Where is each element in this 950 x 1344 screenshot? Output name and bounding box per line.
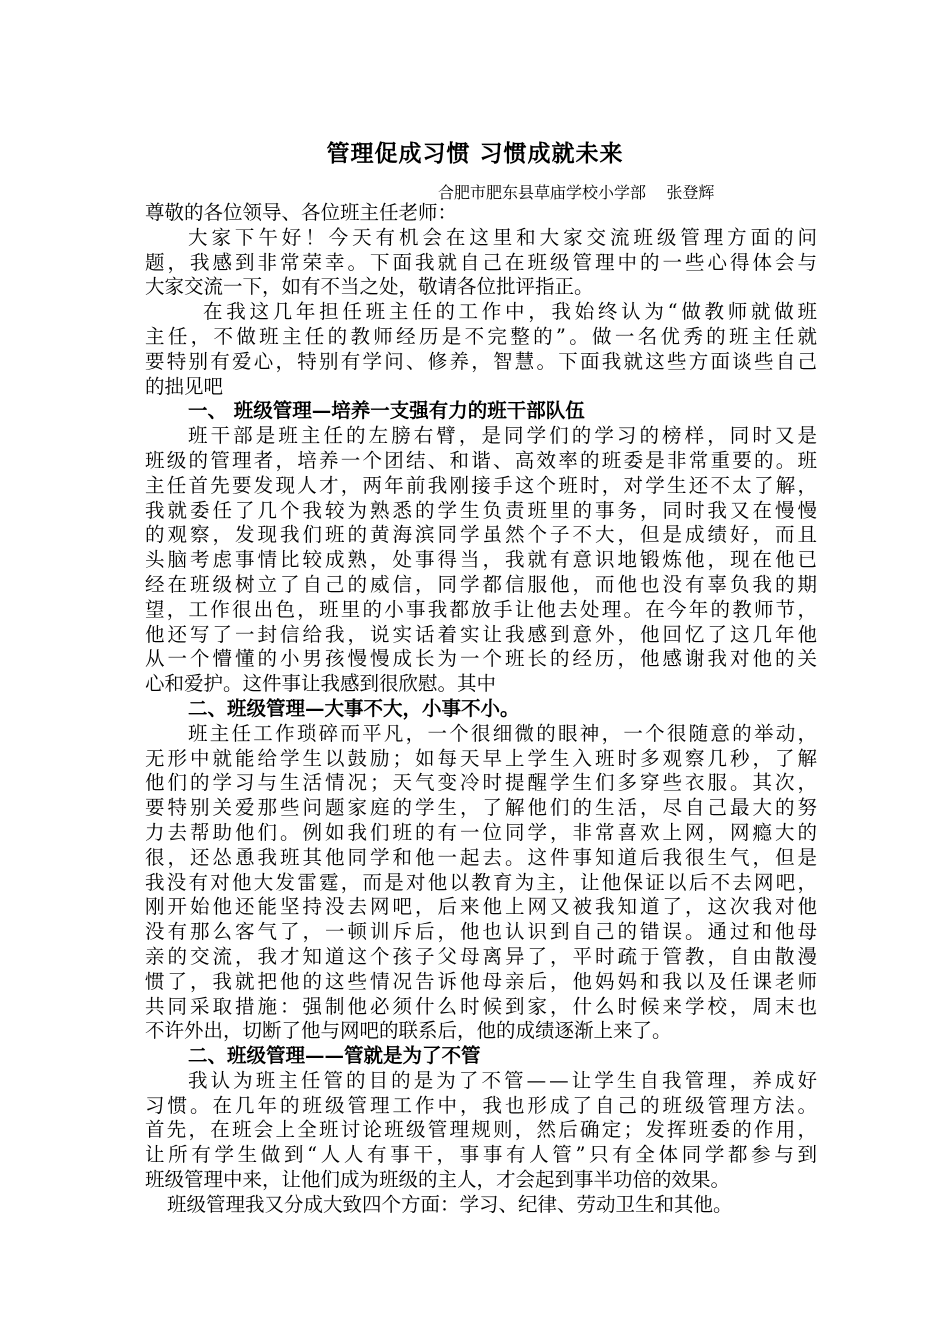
text-line: 大家下午好！今天有机会在这里和大家交流班级管理方面的问 [188, 225, 821, 249]
text-line: 头脑考虑事情比较成熟，处事得当，我就有意识地锻炼他，现在他已 [145, 548, 820, 572]
text-line: 题，我感到非常荣幸。下面我就自己在班级管理中的一些心得体会与 [145, 250, 820, 274]
text-line: 刚开始他还能坚持没去网吧，后来他上网又被我知道了，这次我对他 [145, 895, 820, 919]
text-line: 主任，不做班主任的教师经历是不完整的”。做一名优秀的班主任就 [145, 324, 821, 348]
text-line: 我认为班主任管的目的是为了不管——让学生自我管理，养成好 [188, 1068, 821, 1092]
text-line: 他还写了一封信给我，说实话着实让我感到意外，他回忆了这几年他 [145, 622, 820, 646]
text-line: 经在班级树立了自己的威信，同学都信服他，而他也没有辜负我的期 [145, 572, 820, 596]
text-line: 尊敬的各位领导、各位班主任老师： [145, 201, 458, 224]
text-line: 班主任工作琐碎而平凡，一个很细微的眼神，一个很随意的举动， [188, 721, 820, 745]
text-line: 的拙见吧 [145, 374, 224, 398]
text-line: 让所有学生做到“人人有事干，事事有人管”只有全体同学都参与到 [145, 1143, 821, 1167]
text-line: 主任首先要发现人才，两年前我刚接手这个班时，对学生还不太了解， [145, 473, 820, 497]
section-heading: 一、 班级管理—培养一支强有力的班干部队伍 [188, 399, 585, 423]
text-line: 不许外出，切断了他与网吧的联系后，他的成绩逐渐上来了。 [145, 1019, 672, 1043]
text-line: 共同采取措施：强制他必须什么时候到家，什么时候来学校，周末也 [145, 994, 820, 1018]
text-line: 心和爱护。这件事让我感到很欣慰。其中 [145, 672, 497, 696]
text-line: 望，工作很出色，班里的小事我都放手让他去处理。在今年的教师节， [145, 597, 820, 621]
text-line: 首先，在班会上全班讨论班级管理规则，然后确定；发挥班委的作用， [145, 1118, 820, 1142]
text-line: 要特别关爱那些问题家庭的学生，了解他们的生活，尽自己最大的努 [145, 796, 820, 820]
text-line: 的观察，发现我们班的黄海滨同学虽然个子不大，但是成绩好，而且 [145, 523, 820, 547]
text-line: 从一个懵懂的小男孩慢慢成长为一个班长的经历，他感谢我对他的关 [145, 647, 820, 671]
text-line: 大家交流一下，如有不当之处，敬请各位批评指正。 [145, 275, 594, 299]
document-title: 管理促成习惯 习惯成就未来 [326, 140, 624, 167]
text-line: 没有那么客气了，一顿训斥后，他也认识到自己的错误。通过和他母 [145, 920, 820, 944]
text-line: 我没有对他大发雷霆，而是对他以教育为主，让他保证以后不去网吧， [145, 870, 820, 894]
text-line: 要特别有爱心，特别有学问、修养，智慧。下面我就这些方面谈些自己 [145, 349, 820, 373]
section-heading: 二、班级管理—大事不大，小事不小。 [188, 696, 520, 720]
text-line: 我就委任了几个我较为熟悉的学生负责班里的事务，同时我又在慢慢 [145, 498, 820, 522]
text-line: 班干部是班主任的左膀右臂，是同学们的学习的榜样，同时又是 [188, 424, 821, 448]
text-line: 班级管理我又分成大致四个方面：学习、纪律、劳动卫生和其他。 [167, 1192, 733, 1216]
text-line: 他们的学习与生活情况；天气变冷时提醒学生们多穿些衣服。其次， [145, 771, 820, 795]
section-heading: 二、班级管理——管就是为了不管 [188, 1044, 481, 1068]
text-line: 很，还怂恿我班其他同学和他一起去。这件事知道后我很生气，但是 [145, 845, 820, 869]
text-line: 在我这几年担任班主任的工作中，我始终认为“做教师就做班 [203, 300, 821, 324]
text-line: 亲的交流，我才知道这个孩子父母离异了，平时疏于管教，自由散漫 [145, 944, 820, 968]
text-line: 无形中就能给学生以鼓励；如每天早上学生入班时多观察几秒，了解 [145, 746, 820, 770]
author-line: 合肥市肥东县草庙学校小学部 张登辉 [438, 183, 715, 202]
text-line: 力去帮助他们。例如我们班的有一位同学，非常喜欢上网，网瘾大的 [145, 820, 820, 844]
text-line: 习惯。在几年的班级管理工作中，我也形成了自己的班级管理方法。 [145, 1093, 820, 1117]
text-line: 班级管理中来，让他们成为班级的主人，才会起到事半功倍的效果。 [145, 1168, 731, 1192]
text-line: 班级的管理者，培养一个团结、和谐、高效率的班委是非常重要的。班 [145, 448, 820, 472]
text-line: 惯了，我就把他的这些情况告诉他母亲后，他妈妈和我以及任课老师 [145, 969, 820, 993]
document-body [145, 201, 821, 1218]
